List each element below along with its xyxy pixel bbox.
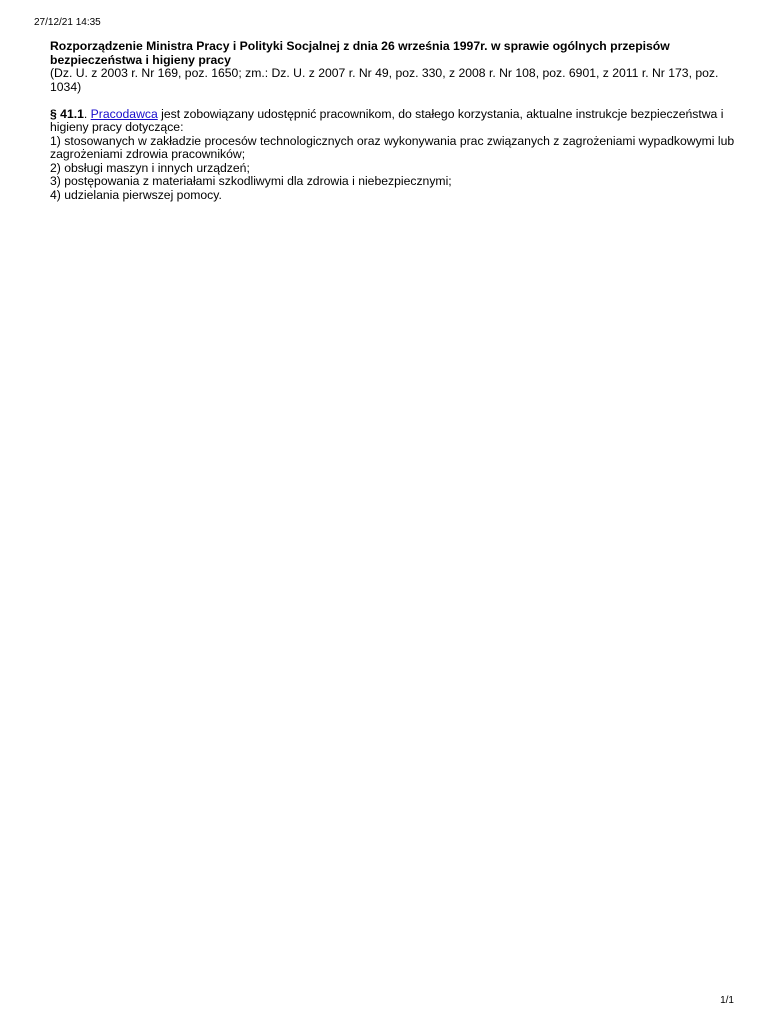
paragraph-number: § 41.1: [50, 106, 84, 121]
list-item: 1) stosowanych w zakładzie procesów technologicznych oraz wykonywania prac związanych z zagrożeniami wypadkowymi lub zagrożeniami zdrowia pracowników;: [50, 133, 735, 161]
paragraph-number-suffix: .: [83, 106, 91, 121]
list-item: 3) postępowania z materiałami szkodliwymi dla zdrowia i niebezpiecznymi;: [50, 174, 452, 188]
paragraph-intro: jest zobowiązany udostępnić pracownikom, do stałego korzystania, aktualne instrukcje bezpieczeństwa i higieny pracy dotyczące:: [50, 106, 724, 134]
print-date: 27/12/21 14:35: [34, 17, 101, 28]
document-body: [50, 40, 740, 202]
regulation-paragraph: [50, 108, 740, 203]
list-item: 4) udzielania pierwszej pomocy.: [50, 187, 222, 202]
document-title: Rozporządzenie Ministra Pracy i Polityki Socjalnej z dnia 26 września 1997r. w sprawie ogólnych przepisów bezpieczeństwa i higieny pracy: [50, 39, 670, 67]
document-citation: (Dz. U. z 2003 r. Nr 169, poz. 1650; zm.: Dz. U. z 2007 r. Nr 49, poz. 330, z 2008 r. Nr 108, poz. 6901, z 2011 r. Nr 173, poz. 1034): [50, 66, 719, 94]
page-number: 1/1: [720, 995, 734, 1006]
list-item: 2) obsługi maszyn i innych urządzeń;: [50, 160, 250, 175]
pracodawca-link[interactable]: Pracodawca: [90, 106, 158, 121]
